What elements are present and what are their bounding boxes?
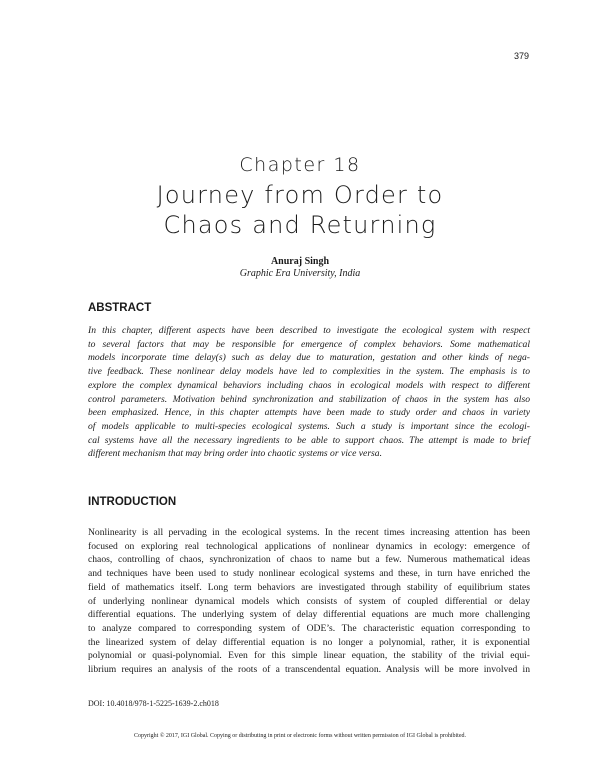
chapter-title	[0, 180, 600, 240]
introduction-body	[88, 526, 530, 677]
abstract-line: been emphasized. Hence, in this chapter attempts have been made to study order and chaos in variety	[88, 407, 530, 419]
doi: DOI: 10.4018/978-1-5225-1639-2.ch018	[88, 699, 219, 708]
abstract-line: cal systems have all the necessary ingredients to be able to support chaos. The attempt is made to brief	[88, 434, 530, 446]
abstract-line: of models applicable to multi-species ecological systems. Such a study is important since the ecologi-	[88, 420, 530, 432]
abstract-line: models incorporate time delay(s) such as delay due to maturation, gestation and other kinds of nega-	[88, 352, 530, 364]
introduction-line: of underlying nonlinear dynamical models which consists of system of coupled differential or delay	[88, 595, 530, 607]
chapter-title-line: Chaos and Returning	[163, 211, 437, 239]
chapter-title-line: Journey from Order to	[156, 181, 444, 209]
copyright-notice: Copyright © 2017, IGI Global. Copying or distributing in print or electronic forms without written permission of IGI Global is prohibited.	[133, 733, 466, 739]
abstract-heading: ABSTRACT	[88, 302, 152, 314]
introduction-line: polynomial or quasi-polynomial. Even for this simple linear equation, the stability of the trivial equi-	[88, 650, 530, 662]
abstract-line: control parameters. Motivation behind synchronization and stabilization of chaos in the system has also	[88, 393, 530, 405]
abstract-line: different mechanism that may bring order into chaotic systems or vice versa.	[88, 448, 382, 460]
abstract-body	[88, 324, 530, 461]
introduction-heading: INTRODUCTION	[88, 496, 177, 508]
author-name: Anuraj Singh	[270, 256, 330, 267]
chapter-label: Chapter 18	[239, 154, 361, 176]
introduction-line: Nonlinearity is all pervading in the ecological systems. In the recent times increasing attention has been	[88, 527, 530, 538]
introduction-line: and techniques have been used to study nonlinear ecological systems and these, in turn have enriched the	[88, 568, 530, 580]
abstract-line: tive feedback. These nonlinear delay models have led to complexities in the system. The emphasis is to	[88, 366, 530, 378]
author-affiliation: Graphic Era University, India	[239, 268, 361, 279]
introduction-line: differential equations. The underlying system of delay differential equations are much more challenging	[88, 609, 530, 621]
introduction-line: field of mathematics itself. Long term behaviors are investigated through stability of equilibrium states	[88, 581, 530, 593]
abstract-line: explore the complex dynamical behaviors including chaos in ecological models with respect to different	[88, 379, 530, 391]
introduction-line: chaos, controlling of chaos, synchronization of chaos to name but a few. Numerous mathematical ideas	[88, 554, 530, 566]
introduction-line: the linearized system of delay differential equation is no longer a polynomial, rather, it is exponential	[88, 636, 530, 648]
abstract-line: In this chapter, different aspects have been described to investigate the ecological system with respect	[88, 325, 530, 336]
introduction-line: librium requires an analysis of the roots of a transcendental equation. Analysis will be more involved in	[88, 664, 530, 676]
introduction-line: to analyze compared to corresponding system of ODE’s. The characteristic equation corresponding to	[88, 622, 530, 634]
abstract-line: to several factors that may be responsible for emergence of complex behaviors. Some mathematical	[88, 338, 530, 350]
page-number: 379	[513, 51, 529, 61]
introduction-line: focused on exploring real technological applications of nonlinear dynamics in ecology: emergence of	[88, 540, 530, 552]
